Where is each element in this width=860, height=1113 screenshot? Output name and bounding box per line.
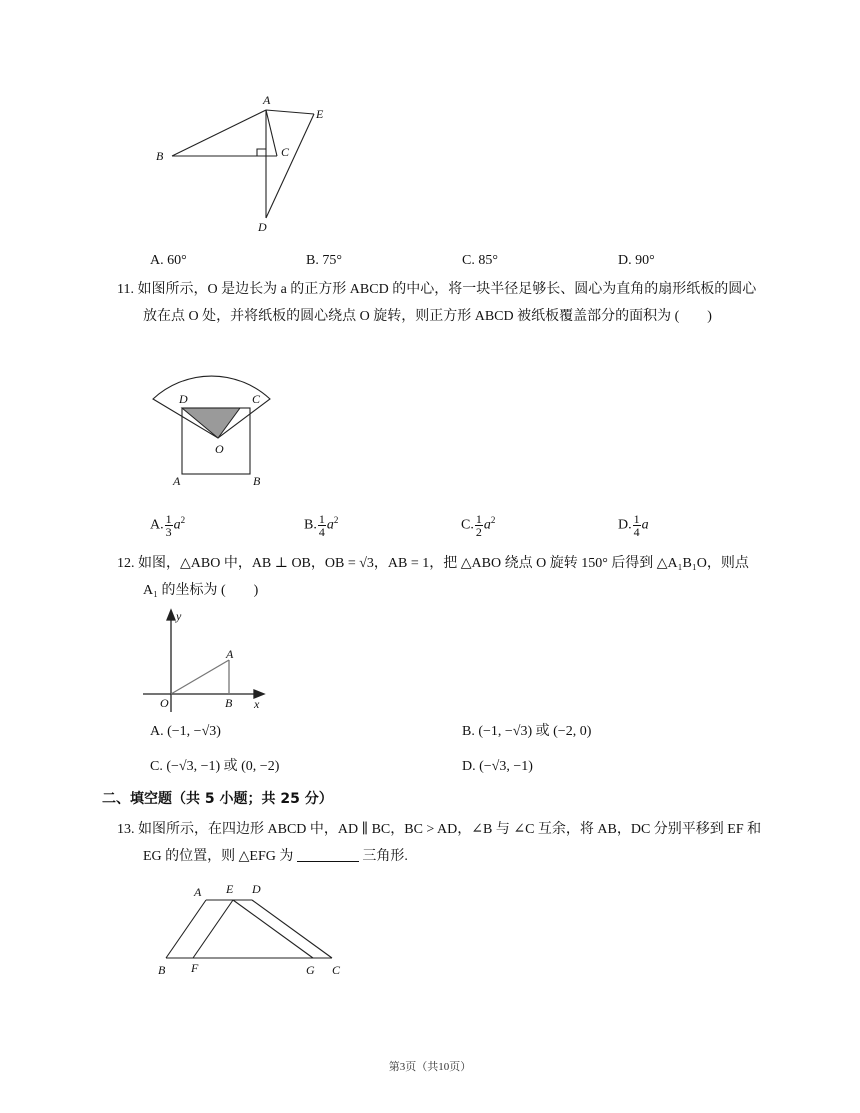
fraction: $\frac{1}{4}$ bbox=[633, 511, 640, 539]
q13-label-g: G bbox=[306, 963, 315, 977]
q12-label-a: A bbox=[226, 647, 234, 661]
q13-question-text: 13. 如图所示，在四边形 ABCD 中，AD ∥ BC，BC > AD，∠B 与 ∠C 互余，将 AB，DC 分别平移到 EF 和 EG 的位置，则 △EFG 为 三角形. bbox=[117, 822, 762, 864]
q10-option-a[interactable]: A. 60° bbox=[150, 253, 187, 268]
q12-label-y: y bbox=[176, 609, 182, 623]
q13-label-a: A bbox=[194, 885, 202, 899]
q10-option-c[interactable]: C. 85° bbox=[462, 253, 498, 268]
q10-label-a: A bbox=[263, 93, 271, 107]
q10-option-d[interactable]: D. 90° bbox=[618, 253, 655, 268]
q11-question bbox=[117, 276, 767, 330]
fraction: $\frac{1}{3}$ bbox=[165, 511, 172, 539]
q13-label-c: C bbox=[332, 963, 341, 977]
q12-question bbox=[117, 550, 767, 604]
q12-option-a[interactable]: A. (−1, −√3) bbox=[150, 724, 221, 739]
q10-label-d: D bbox=[258, 220, 267, 234]
q12-question-text: 12. 如图，△ABO 中，AB ⊥ OB，OB = √3，AB = 1，把 △ABO 绕点 O 旋转 150° 后得到 △A₁B₁O，则点 A₁ 的坐标为 ( ) bbox=[117, 556, 749, 598]
q11-option-d[interactable]: D. $\frac{1}{4}$ a bbox=[618, 511, 649, 539]
q10-label-c: C bbox=[281, 145, 290, 159]
q11-question-text: 11. 如图所示，O 是边长为 a 的正方形 ABCD 的中心，将一块半径足够长、圆心为直角的扇形纸板的圆心放在点 O 处，并将纸板的圆心绕点 O 旋转，则正方形 ABCD 被纸板覆盖部分的面积为 ( ) bbox=[117, 282, 757, 324]
q12-label-x: x bbox=[254, 697, 260, 711]
q13-label-b: B bbox=[158, 963, 166, 977]
fraction: $\frac{1}{2}$ bbox=[475, 511, 482, 539]
q13-question bbox=[117, 816, 767, 870]
q12-option-d[interactable]: D. (−√3, −1) bbox=[462, 759, 533, 774]
page-footer: 第3页（共10页） bbox=[388, 1061, 472, 1073]
q10-label-b: B bbox=[156, 149, 164, 163]
q13-figure bbox=[152, 878, 352, 980]
q10-label-e: E bbox=[316, 107, 324, 121]
q12-option-c[interactable]: C. (−√3, −1) 或 (0, −2) bbox=[150, 759, 280, 774]
q12-figure bbox=[140, 608, 270, 712]
fraction: $\frac{1}{4}$ bbox=[318, 511, 325, 539]
q11-figure bbox=[150, 362, 270, 492]
q12-label-o: O bbox=[160, 696, 169, 710]
section-title: 二、填空题（共 5 小题；共 25 分） bbox=[102, 791, 333, 807]
q13-label-f: F bbox=[191, 961, 199, 975]
q10-option-b[interactable]: B. 75° bbox=[306, 253, 342, 268]
q11-option-b[interactable]: B. $\frac{1}{4}$ $a^2$ bbox=[304, 511, 339, 539]
q11-label-b: B bbox=[253, 474, 261, 488]
q10-figure bbox=[150, 92, 340, 242]
q12-option-b[interactable]: B. (−1, −√3) 或 (−2, 0) bbox=[462, 724, 592, 739]
q11-label-c: C bbox=[252, 392, 261, 406]
q11-label-d: D bbox=[179, 392, 188, 406]
q11-option-a[interactable]: A. $\frac{1}{3}$ $a^2$ bbox=[150, 511, 186, 539]
q11-option-c[interactable]: C. $\frac{1}{2}$ $a^2$ bbox=[461, 511, 496, 539]
q13-label-e: E bbox=[226, 882, 234, 896]
q13-label-d: D bbox=[252, 882, 261, 896]
q12-label-b: B bbox=[225, 696, 233, 710]
q11-label-o: O bbox=[215, 442, 224, 456]
q11-label-a: A bbox=[173, 474, 181, 488]
answer-blank[interactable] bbox=[297, 847, 359, 862]
